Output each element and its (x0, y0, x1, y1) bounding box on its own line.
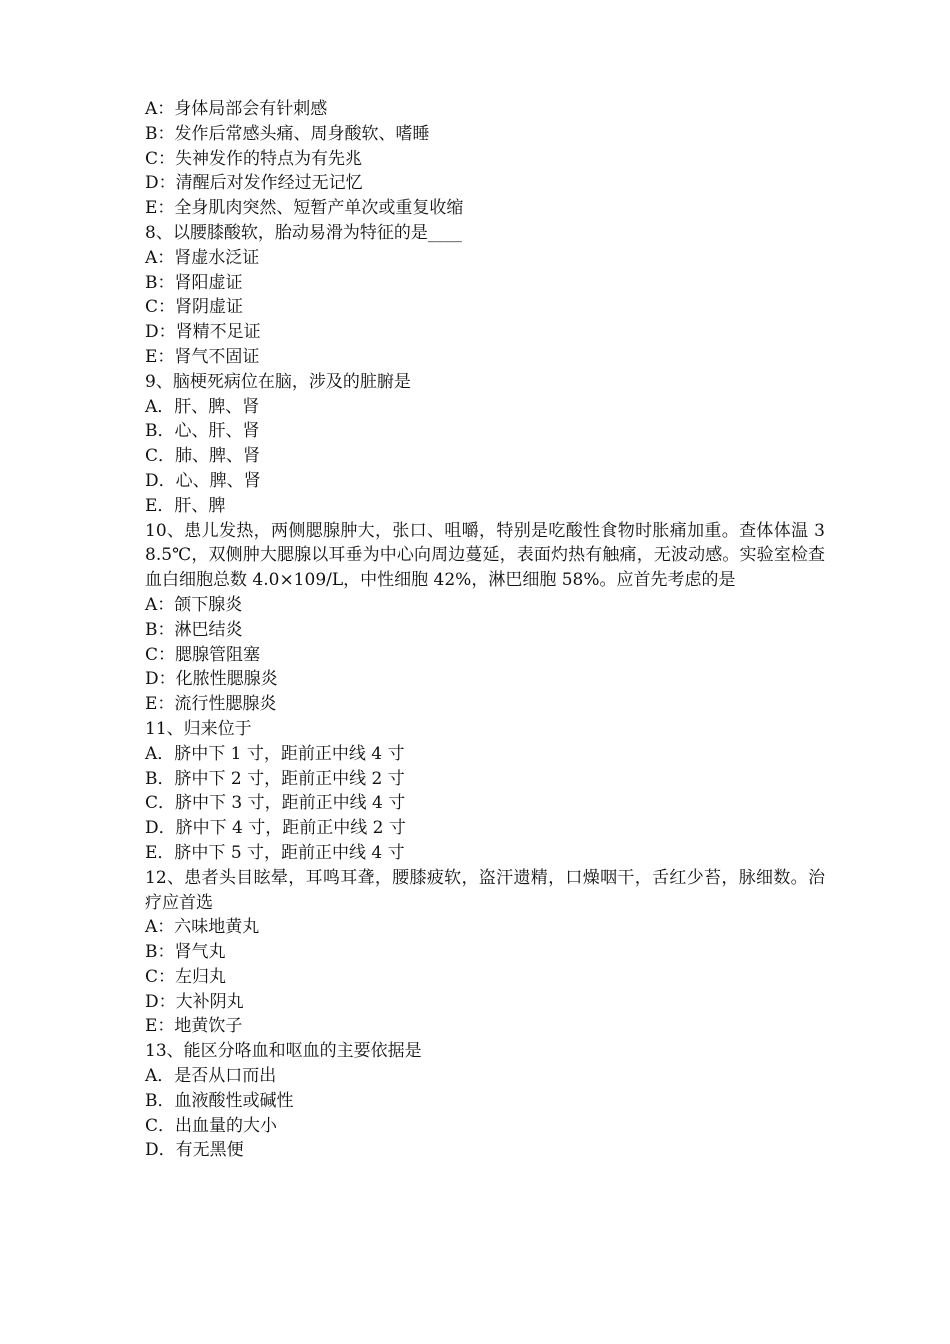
q11-stem: 11、归来位于 (145, 718, 252, 739)
q12-option-b: B：肾气丸 (145, 942, 226, 963)
question-8 (145, 221, 825, 370)
q12-option-e: E：地黄饮子 (145, 1016, 243, 1037)
q10-option-c: C：腮腺管阻塞 (145, 644, 261, 665)
q9-option-a: A．肝、脾、肾 (145, 396, 260, 417)
question-13 (145, 1039, 825, 1163)
q7-option-a: A：身体局部会有针刺感 (145, 99, 328, 119)
q13-option-c: C．出血量的大小 (145, 1115, 278, 1136)
q8-option-a: A：肾虚水泛证 (145, 247, 260, 268)
q9-option-b: B．心、肝、肾 (145, 421, 260, 442)
q10-stem: 10、患儿发热，两侧腮腺肿大，张口、咀嚼，特别是吃酸性食物时胀痛加重。查体体温 38.5℃，双侧肿大腮腺以耳垂为中心向周边蔓延，表面灼热有触痛，无波动感。实验室检查血白细胞总数 4.0×109/L，中性细胞 42%，淋巴细胞 58%。应首先考虑的是 (145, 520, 825, 591)
q12-option-d: D：大补阴丸 (145, 991, 244, 1012)
q8-stem: 8、以腰膝酸软，胎动易滑为特征的是____ (145, 222, 462, 243)
question-12 (145, 866, 825, 1040)
document-page (145, 97, 825, 1163)
q8-option-e: E：肾气不固证 (145, 346, 260, 367)
q11-option-d: D．脐中下 4 寸，距前正中线 2 寸 (145, 818, 406, 839)
question-9 (145, 370, 825, 519)
q9-option-e: E．肝、脾 (145, 495, 226, 516)
q11-option-c: C．脐中下 3 寸，距前正中线 4 寸 (145, 793, 406, 814)
q10-option-d: D：化脓性腮腺炎 (145, 669, 278, 690)
q13-option-b: B．血液酸性或碱性 (145, 1090, 294, 1111)
q12-option-a: A：六味地黄丸 (145, 917, 260, 938)
q13-option-a: A．是否从口而出 (145, 1066, 277, 1087)
q11-option-a: A．脐中下 1 寸，距前正中线 4 寸 (145, 743, 405, 764)
q12-option-c: C：左归丸 (145, 966, 227, 987)
q9-option-c: C．肺、脾、肾 (145, 446, 261, 467)
question-7-options (145, 97, 825, 221)
q7-option-b: B：发作后常感头痛、周身酸软、嗜睡 (145, 123, 430, 144)
q9-option-d: D．心、脾、肾 (145, 470, 261, 491)
q10-option-e: E：流行性腮腺炎 (145, 694, 277, 715)
q13-stem: 13、能区分咯血和呕血的主要依据是 (145, 1041, 422, 1062)
q9-stem: 9、脑梗死病位在脑，涉及的脏腑是 (145, 371, 411, 392)
question-10 (145, 519, 825, 717)
q11-option-e: E．脐中下 5 寸，距前正中线 4 寸 (145, 842, 405, 863)
question-11 (145, 717, 825, 866)
q8-option-c: C：肾阴虚证 (145, 297, 244, 318)
q13-option-d: D．有无黑便 (145, 1140, 244, 1161)
q10-option-b: B：淋巴结炎 (145, 619, 243, 640)
q10-option-a: A：颌下腺炎 (145, 594, 243, 615)
q7-option-e: E：全身肌肉突然、短暂产单次或重复收缩 (145, 198, 464, 219)
q12-stem: 12、患者头目眩晕，耳鸣耳聋，腰膝疲软，盗汗遗精，口燥咽干，舌红少苔，脉细数。治疗应首选 (145, 867, 825, 913)
q11-option-b: B．脐中下 2 寸，距前正中线 2 寸 (145, 768, 405, 789)
q8-option-d: D：肾精不足证 (145, 322, 261, 343)
q7-option-d: D：清醒后对发作经过无记忆 (145, 173, 363, 194)
q8-option-b: B：肾阳虚证 (145, 272, 243, 293)
q7-option-c: C：失神发作的特点为有先兆 (145, 148, 363, 169)
